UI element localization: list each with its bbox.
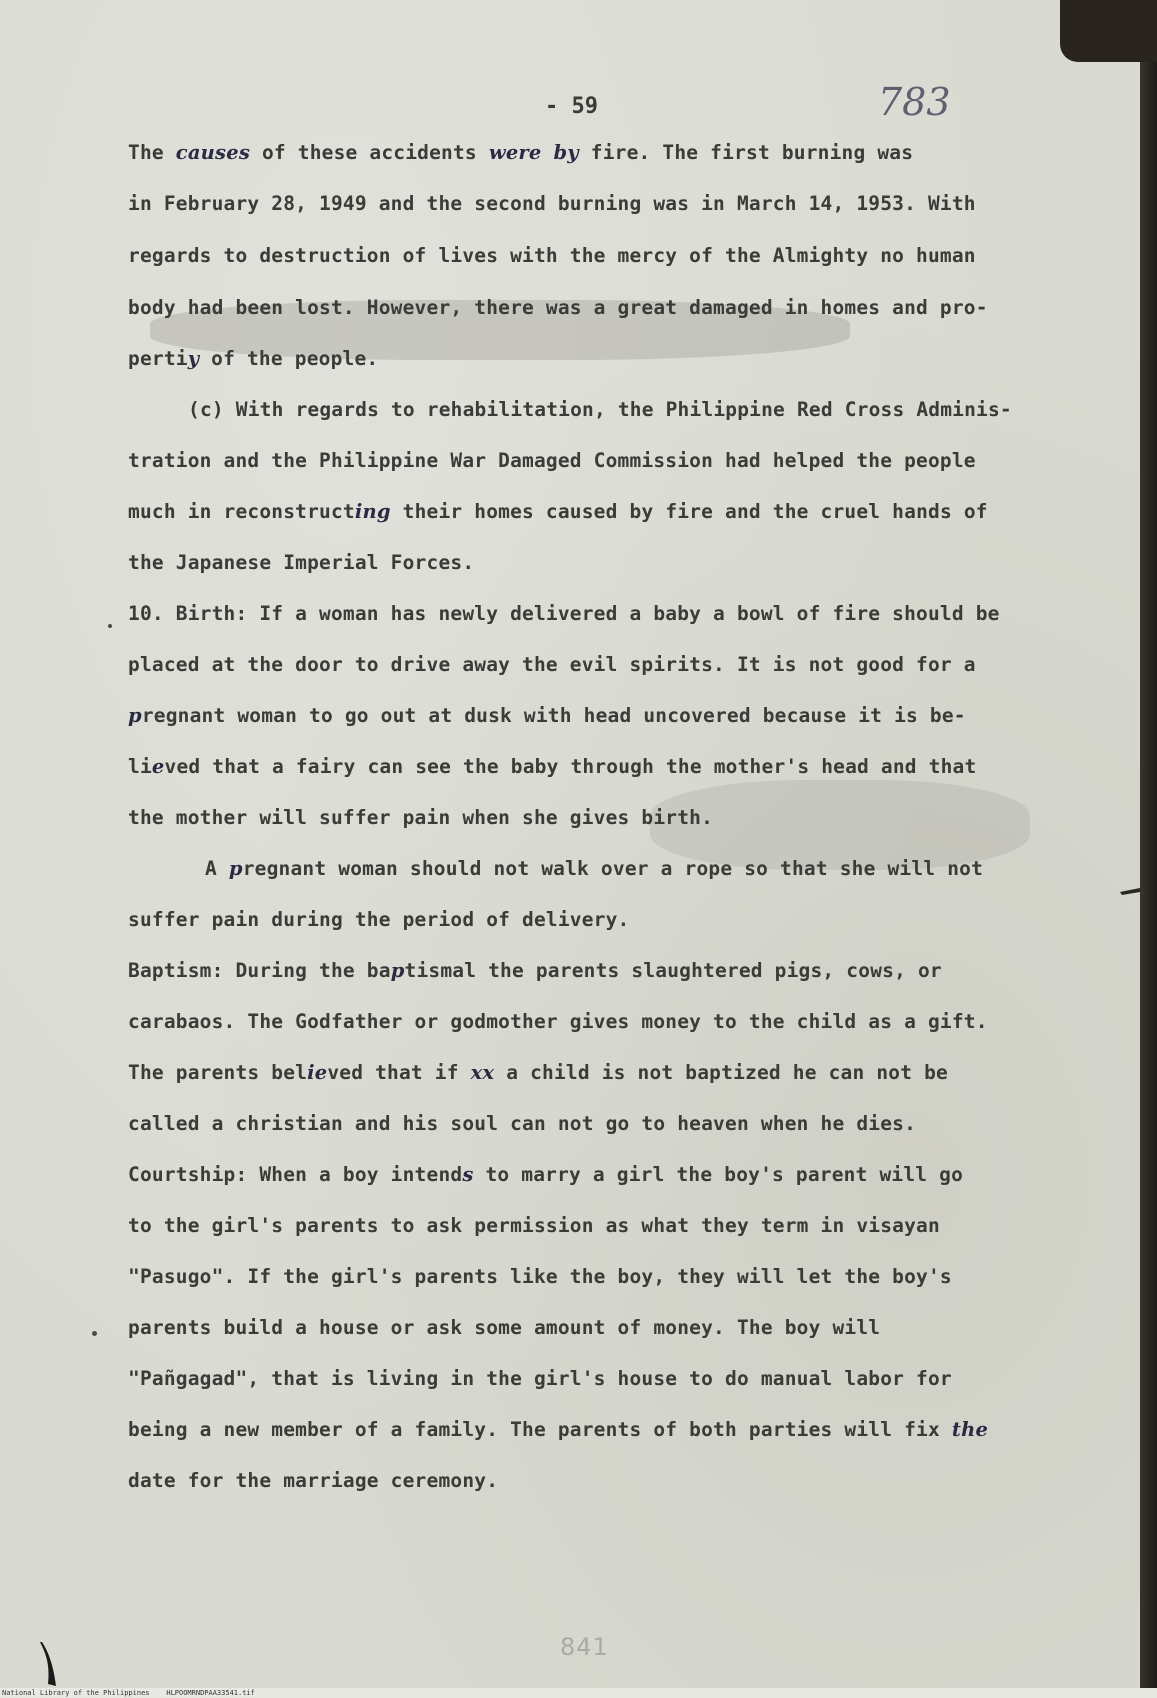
typed-text: (c) With regards to rehabilitation, the Philippine Red Cross Adminis- [188,398,1012,421]
handwritten-correction: p [390,959,405,982]
handwritten-correction: p [228,857,243,880]
typed-text: ved that a fairy can see the baby through the mother's head and that [164,755,977,778]
typed-text: A [205,857,229,880]
typed-text: placed at the door to drive away the evil spirits. It is not good for a [128,653,976,676]
scan-background-corner [1060,0,1157,62]
typed-text: tismal the parents slaughtered pigs, cows, or [404,959,942,982]
text-line [128,1112,916,1135]
typed-text: the mother will suffer pain when she gives birth. [128,806,714,829]
text-line [128,449,976,472]
typed-text: parents build a house or ask some amount of money. The boy will [128,1316,881,1339]
text-line [128,1265,952,1288]
typed-text: being a new member of a family. The parents of both parties will fix [128,1418,952,1441]
page-edge-shadow [1140,0,1157,1688]
typed-text [542,141,554,164]
typed-text: much in reconstruct [128,500,355,523]
handwritten-correction: ie [307,1061,328,1084]
typed-text: carabaos. The Godfather or godmother gives money to the child as a gift. [128,1010,988,1033]
text-line [128,1469,498,1492]
typed-text: Baptism: During the ba [128,959,391,982]
typed-text: ved that if [327,1061,471,1084]
typed-text: called a christian and his soul can not go to heaven when he dies. [128,1112,917,1135]
typed-text: suffer pain during the period of delivery. [128,908,630,931]
text-line [128,141,913,164]
handwritten-correction: causes [175,141,251,164]
typed-text: a child is not baptized he can not be [494,1061,948,1084]
handwritten-correction: e [151,755,165,778]
text-line [128,551,474,574]
text-line [128,959,942,982]
typed-text: "Pasugo". If the girl's parents like the boy, they will let the boy's [128,1265,952,1288]
text-line [128,347,378,370]
text-line [128,653,976,676]
handwritten-page-number: 783 [878,80,951,124]
scan-footer: National Library of the Philippines HLPOOMRNDPAA33541.tif [0,1688,1157,1698]
text-line [128,296,988,319]
typed-text: Courtship: When a boy intend [128,1163,463,1186]
text-line [128,1061,948,1084]
handwritten-correction: by [553,141,579,164]
text-line [128,1316,880,1339]
typed-text: of the people. [199,347,379,370]
typed-text: regnant woman should not walk over a rope so that she will not [242,857,984,880]
handwritten-correction: the [951,1418,989,1441]
typed-text: to the girl's parents to ask permission as what they term in visayan [128,1214,940,1237]
typed-text: tration and the Philippine War Damaged Commission had helped the people [128,449,976,472]
typed-text: to marry a girl the boy's parent will go [473,1163,964,1186]
typed-text: "Pañgagad", that is living in the girl's house to do manual labor for [128,1367,952,1390]
text-line [128,1163,963,1186]
typed-text: The [128,141,176,164]
typed-text: the Japanese Imperial Forces. [128,551,475,574]
text-line [188,398,1012,421]
text-line [128,244,976,267]
handwritten-correction: xx [470,1061,495,1084]
typed-text: regards to destruction of lives with the mercy of the Almighty no human [128,244,976,267]
text-line [128,1367,952,1390]
handwritten-correction: y [187,347,200,370]
text-line [128,500,988,523]
typed-text: in February 28, 1949 and the second burning was in March 14, 1953. With [128,192,976,215]
typed-text: date for the marriage ceremony. [128,1469,499,1492]
text-line [128,602,1000,625]
typed-text: body had been lost. However, there was a great damaged in homes and pro- [128,296,988,319]
typed-text: li [128,755,152,778]
text-line [128,192,976,215]
typed-text: The parents bel [128,1061,308,1084]
text-line [128,806,713,829]
text-line [128,1214,940,1237]
typed-text: of these accidents [250,141,489,164]
handwritten-correction: p [128,704,142,727]
text-line [128,908,629,931]
text-line [128,755,976,778]
margin-mark [92,1331,97,1336]
typed-text: 10. Birth: If a woman has newly delivered a baby a bowl of fire should be [128,602,1000,625]
corner-ink-mark [30,1640,60,1688]
typed-text: their homes caused by fire and the cruel hands of [390,500,988,523]
typed-text: fire. The first burning was [578,141,914,164]
handwritten-correction: were [488,141,542,164]
handwritten-correction: ing [354,500,391,523]
page-number: - 59 [545,94,598,119]
text-line [128,704,966,727]
handwritten-correction: s [462,1163,474,1186]
faded-stamp-number: 841 [560,1633,609,1661]
typed-text: regnant woman to go out at dusk with head uncovered because it is be- [141,704,966,727]
typed-text: perti [128,347,188,370]
edge-ink-mark [1120,886,1140,896]
text-line [205,857,983,880]
text-line [128,1418,988,1441]
text-line [128,1010,988,1033]
margin-mark [108,624,112,628]
